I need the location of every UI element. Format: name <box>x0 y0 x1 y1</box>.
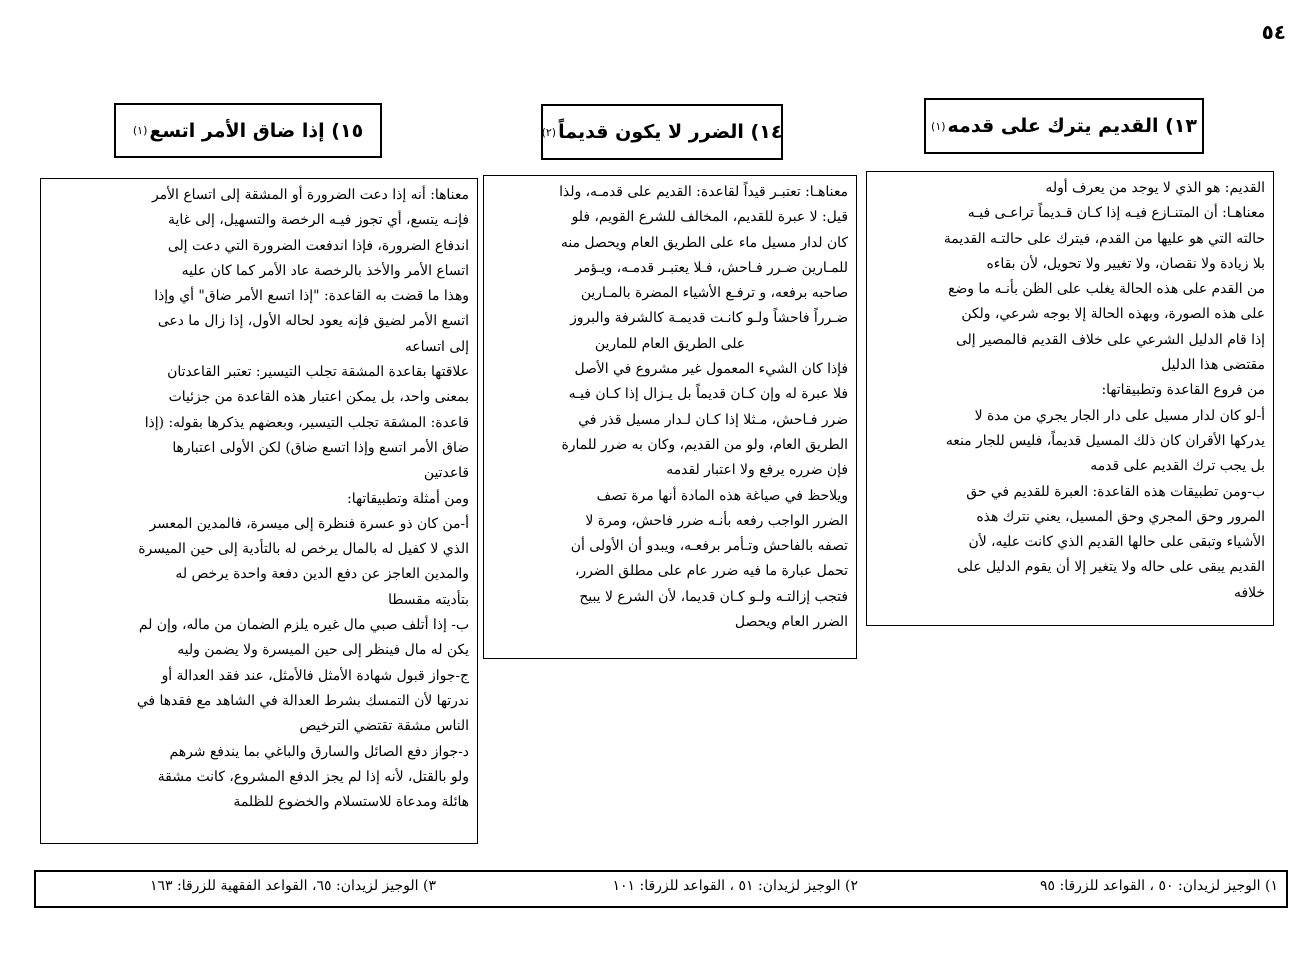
rule-13-body <box>866 171 1274 626</box>
body-line: اتساع الأمر والأخذ بالرخصة عاد الأمر كما كان عليه <box>181 262 469 279</box>
body-line: ولو بالقتل، لأنه إذا لم يجز الدفع المشروع، كانت مشقة <box>157 768 469 785</box>
body-line: فتجب إزالتـه ولـو كـان قديما، لأن الشرع لا يبيح <box>579 588 848 605</box>
body-line: بل يجب ترك القديم على قدمه <box>1090 458 1265 475</box>
body-line: اندفاع الضرورة، فإذا اندفعت الضرورة التي دعت إلى <box>167 237 469 254</box>
body-line: الضرر الواجب رفعه بأنـه ضرر فاحش، ومرة لا <box>585 512 848 529</box>
body-line: إذا قام الدليل الشرعي على خلاف القديم فالمصير إلى <box>955 331 1265 348</box>
body-line: علاقتها بقاعدة المشقة تجلب التيسير: تعتبر القاعدتان <box>167 364 469 381</box>
body-line: ندرتها لأن التمسك بشرط العدالة في الشاهد مع فقدها في <box>136 692 469 709</box>
body-line: ج-جواز قبول شهادة الأمثل فالأمثل، عند فقد العدالة أو <box>161 667 469 684</box>
body-line: من القدم على هذه الحالة يغلب على الظن بأنـه ما وضع <box>948 281 1265 298</box>
body-line: ب-ومن تطبيقات هذه القاعدة: العبرة للقديم في حق <box>966 483 1265 500</box>
body-line: فإذا كان الشيء المعمول غير مشروع في الأصل <box>574 361 848 378</box>
body-line: بمعنى واحد، بل يمكن اعتبار هذه القاعدة من جزئيات <box>168 389 469 406</box>
rule-15-footnote-mark: (١) <box>132 124 148 137</box>
footnote-1: ١) الوجيز لزيدان: ٥٠ ، القواعد للزرقا: ٩٥ <box>1039 878 1278 894</box>
body-line: قاعدة: المشقة تجلب التيسير، وبعضهم يذكرها بقوله: (إذا <box>144 414 469 431</box>
body-line: فلا عبرة له وإن كـان قديماً بل يـزال إذا كـان فيـه <box>568 386 848 403</box>
rule-14-title-text: ١٤) الضرر لا يكون قديماً <box>558 121 783 143</box>
body-line: بلا زيادة ولا نقصان، ولا تغيير ولا تحويل، لأن بقاءه <box>986 255 1265 272</box>
body-line: ضرر فـاحش، مـثلا إذا كـان لـدار مسيل قذر في <box>578 411 848 428</box>
body-line: الضرر العام ويحصل <box>734 614 848 631</box>
body-line: ومن أمثلة وتطبيقاتها: <box>347 490 469 507</box>
rule-14-body <box>483 175 857 659</box>
body-line: تصفه بالفاحش وتـأمر برفعـه، ويبدو أن الأولى أن <box>570 538 848 555</box>
body-line: مقتضى هذا الدليل <box>1161 357 1265 374</box>
body-line: فإنـه يتسع، أي تجوز فيـه الرخصة والتسهيل، إلى غاية <box>168 212 469 229</box>
body-line: أ-لو كان لدار مسيل على دار الجار يجري من مدة لا <box>974 407 1265 424</box>
rule-15-title <box>114 103 382 158</box>
body-line: أ-من كان ذو عسرة فنظرة إلى ميسرة، فالمدين المعسر <box>149 515 469 532</box>
body-line: صاحبه برفعه، و ترفـع الأشياء المضرة بالمـارين <box>580 285 848 302</box>
body-line: خلافه <box>1234 584 1265 601</box>
page-number: ٥٤ <box>1261 20 1286 44</box>
body-line: القديم يبقى على حاله ولا يتغير إلا أن يقوم الدليل على <box>957 559 1265 576</box>
footnotes-bar <box>34 870 1288 908</box>
body-line: معناهـا: تعتبـر قيداً لقاعدة: القديم على قدمـه، ولذا <box>559 184 848 200</box>
body-line: الناس مشقة تقتضي الترخيص <box>299 718 469 735</box>
body-line: من فروع القاعدة وتطبيقاتها: <box>1101 382 1265 399</box>
body-line: هائلة ومدعاة للاستسلام والخضوع للظلمة <box>233 794 469 811</box>
body-line: الطريق العام، ولو من القديم، وكان به ضرر للمارة <box>561 436 848 453</box>
rule-15-title-text: ١٥) إذا ضاق الأمر اتسع <box>149 119 364 142</box>
body-line: كان لدار مسيل ماء على الطريق العام ويحصل منه <box>560 234 848 251</box>
body-line: الذي لا كفيل له بالمال يرخص له بالتأدية إلى حين الميسرة <box>138 541 469 558</box>
rule-13-title-text: ١٣) القديم يترك على قدمه <box>947 115 1197 137</box>
body-line: ضـرراً فاحشاً ولـو كانـت قديمـة كالشرفة والبروز <box>570 310 848 327</box>
body-line: معناهـا: أن المتنـازع فيـه إذا كـان قـديماً تراعـى فيـه <box>967 205 1265 222</box>
body-line: وهذا ما قضت به القاعدة: "إذا اتسع الأمر ضاق" أي وإذا <box>154 288 469 305</box>
body-line: المرور وحق المجري وحق المسيل، يعني نترك هذه <box>976 508 1265 525</box>
body-line: على هذه الصورة، وبهذه الحالة إلا بوجه شرعي، ولكن <box>961 306 1265 323</box>
body-line: القديم: هو الذي لا يوجد من يعرف أوله <box>1045 180 1265 196</box>
footnote-2: ٢) الوجيز لزيدان: ٥١ ، القواعد للزرقا: ١٠١ <box>612 878 858 894</box>
body-line: على الطريق العام للمارين <box>594 335 746 352</box>
body-line: يدركها الأقران كان ذلك المسيل قديماً، فليس للجار منعه <box>945 432 1265 449</box>
body-line: بتأديته مقسطا <box>388 591 469 608</box>
body-line: والمدين العاجز عن دفع الدين دفعة واحدة يرخص له <box>175 566 469 583</box>
body-line: قيل: لا عبرة للقديم، المخالف للشرع القويم، فلو <box>571 209 848 226</box>
body-line: ب- إذا أتلف صبي مال غيره يلزم الضمان من ماله، وإن لم <box>138 617 469 634</box>
body-line: فإن ضرره يرفع ولا اعتبار لقدمه <box>666 462 848 479</box>
rule-14-title <box>541 104 783 160</box>
body-line: يكن له مال فينظر إلى حين الميسرة ولا يضمن وليه <box>177 642 469 659</box>
body-line: للمـارين ضـرر فـاحش، فـلا يعتبـر قدمـه، ويـؤمر <box>575 259 848 276</box>
body-line: ضاق الأمر اتسع وإذا اتسع ضاق) لكن الأولى اعتبارها <box>172 439 469 456</box>
body-line: حالته التي هو عليها من القدم، فيترك على حالتـه القديمة <box>943 230 1265 247</box>
rule-14-footnote-mark: (٢) <box>541 125 557 139</box>
rule-13-title <box>924 98 1204 154</box>
body-line: ويلاحظ في صياغة هذه المادة أنها مرة تصف <box>596 487 848 504</box>
rule-13-footnote-mark: (١) <box>931 119 946 133</box>
body-line: معناها: أنه إذا دعت الضرورة أو المشقة إلى اتساع الأمر <box>152 187 469 203</box>
body-line: اتسع الأمر لضيق فإنه يعود لحاله الأول، إذا زال ما دعى <box>157 313 469 330</box>
rule-15-body <box>40 178 478 844</box>
body-line: إلى اتساعه <box>404 338 469 355</box>
body-line: د-جواز دفع الصائل والسارق والباغي بما يندفع شرهم <box>169 743 469 760</box>
body-line: الأشياء وتبقى على حالها القديم الذي كانت عليه، لأن <box>968 534 1265 551</box>
footnote-3: ٣) الوجيز لزيدان: ٦٥، القواعد الفقهية للزرقا: ١٦٣ <box>149 878 436 894</box>
body-line: قاعدتين <box>423 465 469 482</box>
body-line: تحمل عبارة ما فيه ضرر عام على مطلق الضرر، <box>574 563 848 580</box>
